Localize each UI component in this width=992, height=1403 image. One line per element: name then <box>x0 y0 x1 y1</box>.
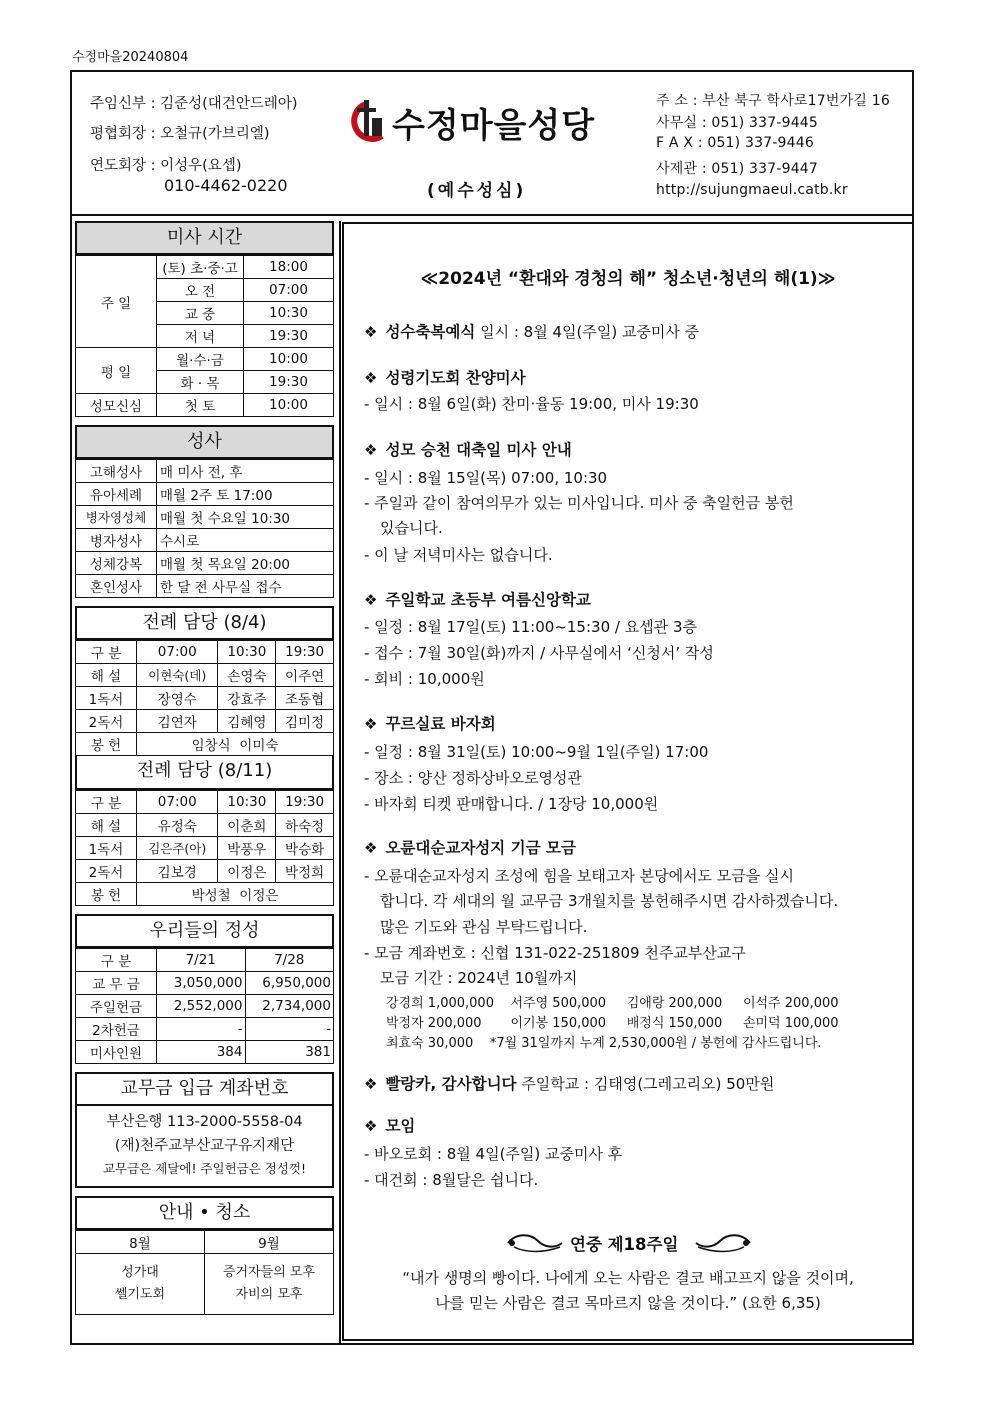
table-row <box>76 710 334 733</box>
offering-label: 주일헌금 <box>76 995 157 1018</box>
table-cell: 6,950,000 <box>245 972 334 995</box>
section-text: 주일학교 : 김태영(그레고리오) 50만원 <box>521 1075 775 1093</box>
section-line: - 이 날 저녁미사는 없습니다. <box>364 546 553 564</box>
liturgy-title-2: 전례 담당 (8/11) <box>75 756 334 790</box>
section-title: 꾸르실료 바자회 <box>385 715 496 733</box>
section-line: - 주일과 같이 참여의무가 있는 미사입니다. 미사 중 축일헌금 봉헌 <box>364 494 794 512</box>
sacrament-name: 유아세례 <box>76 483 157 506</box>
section-bazaar <box>364 712 496 734</box>
role-label: 2독서 <box>76 710 137 733</box>
cleaning-title: 안내 • 청소 <box>75 1196 334 1230</box>
table-row <box>76 552 334 575</box>
mass-name: 교 중 <box>157 302 244 325</box>
bullet-icon: ❖ <box>364 839 378 857</box>
table-row <box>76 860 334 883</box>
main-box <box>342 222 914 1341</box>
table-header: 구 분 <box>76 641 137 664</box>
table-row <box>76 664 334 687</box>
offerings-title: 우리들의 정성 <box>75 914 334 948</box>
section-title: 주일학교 초등부 여름신앙학교 <box>385 591 591 609</box>
liturgy-title-1: 전례 담당 (8/4) <box>75 606 334 640</box>
table-cell <box>76 1254 205 1315</box>
role-label: 해 설 <box>76 664 137 687</box>
section-title: 모임 <box>385 1117 416 1135</box>
section-title: 성수축복예식 <box>385 323 476 341</box>
table-cell: 김미정 <box>276 710 334 733</box>
pastor: 주임신부 : 김준성(대건안드레아) <box>90 96 298 112</box>
section-text: 일시 : 8월 4일(주일) 교중미사 중 <box>480 323 700 341</box>
table-row <box>76 1041 334 1064</box>
table-cell: 김은주(아) <box>137 837 218 860</box>
sacraments-title: 성사 <box>75 425 334 459</box>
group-name: 쎌기도회 <box>114 1287 166 1302</box>
role-label: 봉 헌 <box>76 883 137 906</box>
sacrament-name: 병자성사 <box>76 529 157 552</box>
table-row <box>76 348 334 371</box>
table-row <box>76 972 334 995</box>
parish-logo <box>342 90 642 150</box>
gospel-quote-line-2: 나를 믿는 사람은 결코 목마르지 않을 것이다.” (요한 6,35) <box>435 1294 821 1312</box>
section-line: - 일시 : 8월 6일(화) 찬미·율동 19:00, 미사 19:30 <box>364 395 699 413</box>
table-cell: 384 <box>157 1041 246 1064</box>
sunday-label: 주 일 <box>76 256 157 348</box>
liturgy-table-1 <box>75 640 334 756</box>
sunday-title: 연중 제18주일 <box>570 1235 679 1254</box>
sacrament-name: 혼인성사 <box>76 575 157 598</box>
left-column <box>75 221 334 1315</box>
table-row <box>76 949 334 972</box>
sacrament-name: 고해성사 <box>76 460 157 483</box>
table-header: 구 분 <box>76 791 137 814</box>
fax: F A X : 051) 337-9446 <box>656 135 814 151</box>
role-label: 봉 헌 <box>76 733 137 756</box>
section-title: 성령기도회 찬양미사 <box>385 369 526 387</box>
bank-account: 부산은행 113-2000-5558-04 <box>106 1114 303 1130</box>
table-cell: - <box>245 1018 334 1041</box>
section-assumption <box>364 438 572 460</box>
section-title: 빨랑카, 감사합니다 <box>385 1075 517 1093</box>
table-header: 구 분 <box>76 949 157 972</box>
bullet-icon: ❖ <box>364 1075 378 1093</box>
header <box>72 72 912 216</box>
section-line: - 바자회 티켓 판매합니다. / 1장당 10,000원 <box>364 795 659 813</box>
group-name: 성가대 <box>121 1265 159 1280</box>
bullet-icon: ❖ <box>364 441 378 459</box>
table-row <box>76 837 334 860</box>
table-header: 07:00 <box>137 641 218 664</box>
section-line: - 바오로회 : 8월 4일(주일) 교중미사 후 <box>364 1145 623 1163</box>
section-meetings <box>364 1114 415 1136</box>
table-row <box>76 1254 334 1315</box>
section-line: - 장소 : 양산 정하상바오로영성관 <box>364 769 582 787</box>
table-header: 19:30 <box>276 641 334 664</box>
mass-name: (토) 초·중·고 <box>157 256 244 279</box>
mass-times-table <box>75 255 334 417</box>
parish-motto: (예수성심) <box>427 181 527 201</box>
group-name: 증거자들의 모후 <box>222 1265 316 1280</box>
table-cell: 박풍우 <box>218 837 276 860</box>
rectory-phone: 사제관 : 051) 337-9447 <box>656 161 819 177</box>
website-link[interactable]: http://sujungmaeul.catb.kr <box>656 182 848 198</box>
main-content <box>339 221 913 1343</box>
table-cell: 이춘희 <box>218 814 276 837</box>
table-cell: 장영수 <box>137 687 218 710</box>
role-label: 해 설 <box>76 814 137 837</box>
donor-line: 강경희 1,000,000 서주영 500,000 김애랑 200,000 이석주 200,000 <box>386 996 839 1011</box>
account-box <box>75 1106 334 1188</box>
section-line: - 오륜대순교자성지 조성에 힘을 보태고자 본당에서도 모금을 실시 <box>364 867 795 885</box>
sacrament-value: 매월 2주 토 17:00 <box>157 483 334 506</box>
section-line: - 대건회 : 8월달은 쉽니다. <box>364 1171 539 1189</box>
table-cell: 임창식 이미숙 <box>137 733 334 756</box>
mass-times-title: 미사 시간 <box>75 221 334 255</box>
offering-label: 교 무 금 <box>76 972 157 995</box>
mass-name: 화 · 목 <box>157 371 244 394</box>
mass-name: 저 녁 <box>157 325 244 348</box>
mass-time: 18:00 <box>244 256 334 279</box>
section-line: - 접수 : 7월 30일(화)까지 / 사무실에서 ‘신청서’ 작성 <box>364 644 714 662</box>
table-cell: 유정숙 <box>137 814 218 837</box>
youth-phone: 010-4462-0220 <box>164 176 288 195</box>
sacrament-value: 매월 첫 목요일 20:00 <box>157 552 334 575</box>
council-president: 평협회장 : 오철규(가브리엘) <box>90 126 270 142</box>
mass-time: 19:30 <box>244 325 334 348</box>
table-row <box>76 1231 334 1254</box>
section-summer-school <box>364 588 591 610</box>
table-cell: 하숙정 <box>276 814 334 837</box>
liturgy-table-2 <box>75 790 334 906</box>
table-row <box>76 883 334 906</box>
mass-time: 10:00 <box>244 394 334 417</box>
youth-president: 연도회장 : 이성우(요셉) <box>90 158 242 174</box>
section-line: - 일정 : 8월 17일(토) 11:00~15:30 / 요셉관 3층 <box>364 618 697 636</box>
table-row <box>76 529 334 552</box>
table-cell: 박승화 <box>276 837 334 860</box>
section-line: 있습니다. <box>380 519 443 537</box>
role-label: 1독서 <box>76 837 137 860</box>
table-row <box>76 394 334 417</box>
table-row <box>76 814 334 837</box>
offering-label: 미사인원 <box>76 1041 157 1064</box>
table-row <box>76 687 334 710</box>
marian-label: 성모신심 <box>76 394 157 417</box>
foundation-name: (재)천주교부산교구유지재단 <box>114 1138 295 1154</box>
mass-time: 19:30 <box>244 371 334 394</box>
section-line: - 회비 : 10,000원 <box>364 670 485 688</box>
mass-time: 07:00 <box>244 279 334 302</box>
group-name: 자비의 모후 <box>235 1287 303 1302</box>
section-charismatic <box>364 366 526 388</box>
table-row <box>76 641 334 664</box>
table-cell: 김혜영 <box>218 710 276 733</box>
bullet-icon: ❖ <box>364 323 378 341</box>
right-ornament-icon <box>694 1231 754 1255</box>
table-row <box>76 1018 334 1041</box>
mass-name: 오 전 <box>157 279 244 302</box>
sacrament-value: 매 미사 전, 후 <box>157 460 334 483</box>
table-cell: 김연자 <box>137 710 218 733</box>
bullet-icon: ❖ <box>364 715 378 733</box>
table-header: 07:00 <box>137 791 218 814</box>
table-row <box>76 506 334 529</box>
table-cell: 손영숙 <box>218 664 276 687</box>
table-cell: 조동협 <box>276 687 334 710</box>
section-title: 성모 승천 대축일 미사 안내 <box>385 441 572 459</box>
role-label: 2독서 <box>76 860 137 883</box>
section-line: 합니다. 각 세대의 월 교무금 3개월치를 봉헌해주시면 감사하겠습니다. <box>380 892 839 910</box>
table-header: 9월 <box>205 1231 334 1254</box>
section-title: 오륜대순교자성지 기금 모금 <box>385 839 576 857</box>
account-title: 교무금 입금 계좌번호 <box>75 1072 334 1106</box>
table-cell: 이정은 <box>218 860 276 883</box>
table-cell: 박정희 <box>276 860 334 883</box>
table-row <box>76 733 334 756</box>
table-cell: 이현숙(데) <box>137 664 218 687</box>
table-row <box>76 791 334 814</box>
weekday-label: 평 일 <box>76 348 157 394</box>
table-cell: 강효주 <box>218 687 276 710</box>
section-line: 모금 기간 : 2024년 10월까지 <box>380 969 578 987</box>
section-line: 많은 기도와 관심 부탁드립니다. <box>380 918 588 936</box>
address: 주 소 : 부산 북구 학사로17번가길 16 <box>656 93 890 109</box>
table-cell <box>205 1254 334 1315</box>
table-header: 10:30 <box>218 791 276 814</box>
table-header: 19:30 <box>276 791 334 814</box>
account-note: 교무금은 제달에! 주일헌금은 정성껏! <box>102 1161 307 1176</box>
table-header: 10:30 <box>218 641 276 664</box>
section-palanca <box>364 1072 774 1094</box>
table-cell: 381 <box>245 1041 334 1064</box>
table-cell: 3,050,000 <box>157 972 246 995</box>
table-row <box>76 483 334 506</box>
sunday-title-banner <box>504 1229 754 1259</box>
section-blessing <box>364 320 699 342</box>
table-row <box>76 460 334 483</box>
sacrament-value: 수시로 <box>157 529 334 552</box>
bullet-icon: ❖ <box>364 591 378 609</box>
parish-name: 수정마을성당 <box>392 106 596 146</box>
section-line: - 모금 계좌번호 : 신협 131-022-251809 천주교부산교구 <box>364 944 746 962</box>
donor-line: 최효숙 30,000 *7월 31일까지 누계 2,530,000원 / 봉헌에 감사드립니다. <box>386 1036 822 1051</box>
mass-time: 10:00 <box>244 348 334 371</box>
table-row <box>76 995 334 1018</box>
section-line: - 일시 : 8월 15일(목) 07:00, 10:30 <box>364 469 608 487</box>
church-logo-icon <box>342 96 388 152</box>
gospel-quote-line-1: “내가 생명의 빵이다. 나에게 오는 사람은 결코 배고프지 않을 것이며, <box>402 1269 854 1287</box>
donor-line: 박정자 200,000 이기봉 150,000 배정식 150,000 손미덕 100,000 <box>386 1016 839 1031</box>
left-ornament-icon <box>504 1231 564 1255</box>
cleaning-table <box>75 1230 334 1315</box>
table-header: 7/28 <box>245 949 334 972</box>
mass-time: 10:30 <box>244 302 334 325</box>
section-line: - 일정 : 8월 31일(토) 10:00~9월 1일(주일) 17:00 <box>364 743 709 761</box>
table-cell: 2,734,000 <box>245 995 334 1018</box>
sacraments-table <box>75 459 334 598</box>
section-shrine-fund <box>364 836 576 858</box>
table-row <box>76 575 334 598</box>
sacrament-value: 매월 첫 수요일 10:30 <box>157 506 334 529</box>
table-cell: 이주연 <box>276 664 334 687</box>
table-cell: 박성철 이정은 <box>137 883 334 906</box>
mass-name: 월·수·금 <box>157 348 244 371</box>
role-label: 1독서 <box>76 687 137 710</box>
headline: ≪2024년 “환대와 경청의 해” 청소년·청년의 해(1)≫ <box>420 269 836 289</box>
sacrament-name: 병자영성체 <box>76 506 157 529</box>
sacrament-value: 한 달 전 사무실 접수 <box>157 575 334 598</box>
table-cell: 2,552,000 <box>157 995 246 1018</box>
table-cell: 김보경 <box>137 860 218 883</box>
table-row <box>76 256 334 279</box>
table-header: 7/21 <box>157 949 246 972</box>
sacrament-name: 성체강복 <box>76 552 157 575</box>
offerings-table <box>75 948 334 1064</box>
offering-label: 2차헌금 <box>76 1018 157 1041</box>
office-phone: 사무실 : 051) 337-9445 <box>656 115 819 131</box>
table-header: 8월 <box>76 1231 205 1254</box>
bullet-icon: ❖ <box>364 369 378 387</box>
bullet-icon: ❖ <box>364 1117 378 1135</box>
mass-name: 첫 토 <box>157 394 244 417</box>
document-id: 수정마을20240804 <box>72 50 189 65</box>
table-cell: - <box>157 1018 246 1041</box>
